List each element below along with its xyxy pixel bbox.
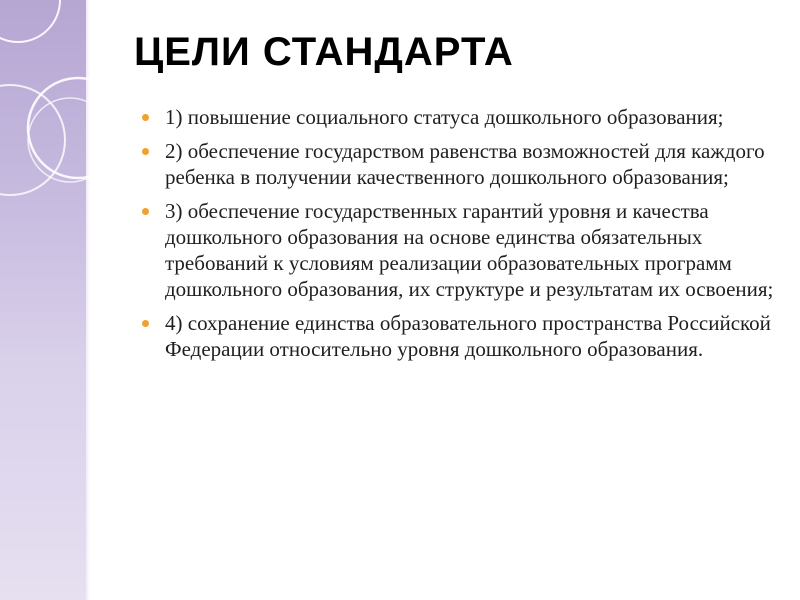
bullet-text: 4) сохранение единства образовательного пространства Российской Федерации относительно уровня дошкольного образования.: [165, 311, 771, 361]
bullet-dot-icon: [142, 208, 149, 215]
bullet-text: 1) повышение социального статуса дошкольного образования;: [165, 105, 724, 129]
bullet-text: 3) обеспечение государственных гарантий уровня и качества дошкольного образования на основе единства обязательных требований к условиям реализации образовательных программ дошкольного образования, их структуре и результатам их освоения;: [165, 199, 774, 301]
ring-middle-inner: [28, 98, 112, 182]
bullet-dot-icon: [142, 148, 149, 155]
bullet-text: 2) обеспечение государством равенства возможностей для каждого ребенка в получении качественного дошкольного образования;: [165, 139, 765, 189]
bullet-dot-icon: [142, 320, 149, 327]
ring-top: [0, 0, 60, 42]
bullet-dot-icon: [142, 114, 149, 121]
decorative-rings: [0, 0, 150, 260]
bullet-item: [142, 138, 782, 190]
bullet-item: [142, 104, 782, 130]
bullet-item: [142, 310, 782, 362]
bullet-list: [142, 104, 782, 370]
ring-lower: [0, 85, 65, 195]
slide-title: ЦЕЛИ СТАНДАРТА: [134, 30, 514, 74]
ring-middle-outer: [28, 78, 128, 178]
bullet-item: [142, 198, 782, 302]
